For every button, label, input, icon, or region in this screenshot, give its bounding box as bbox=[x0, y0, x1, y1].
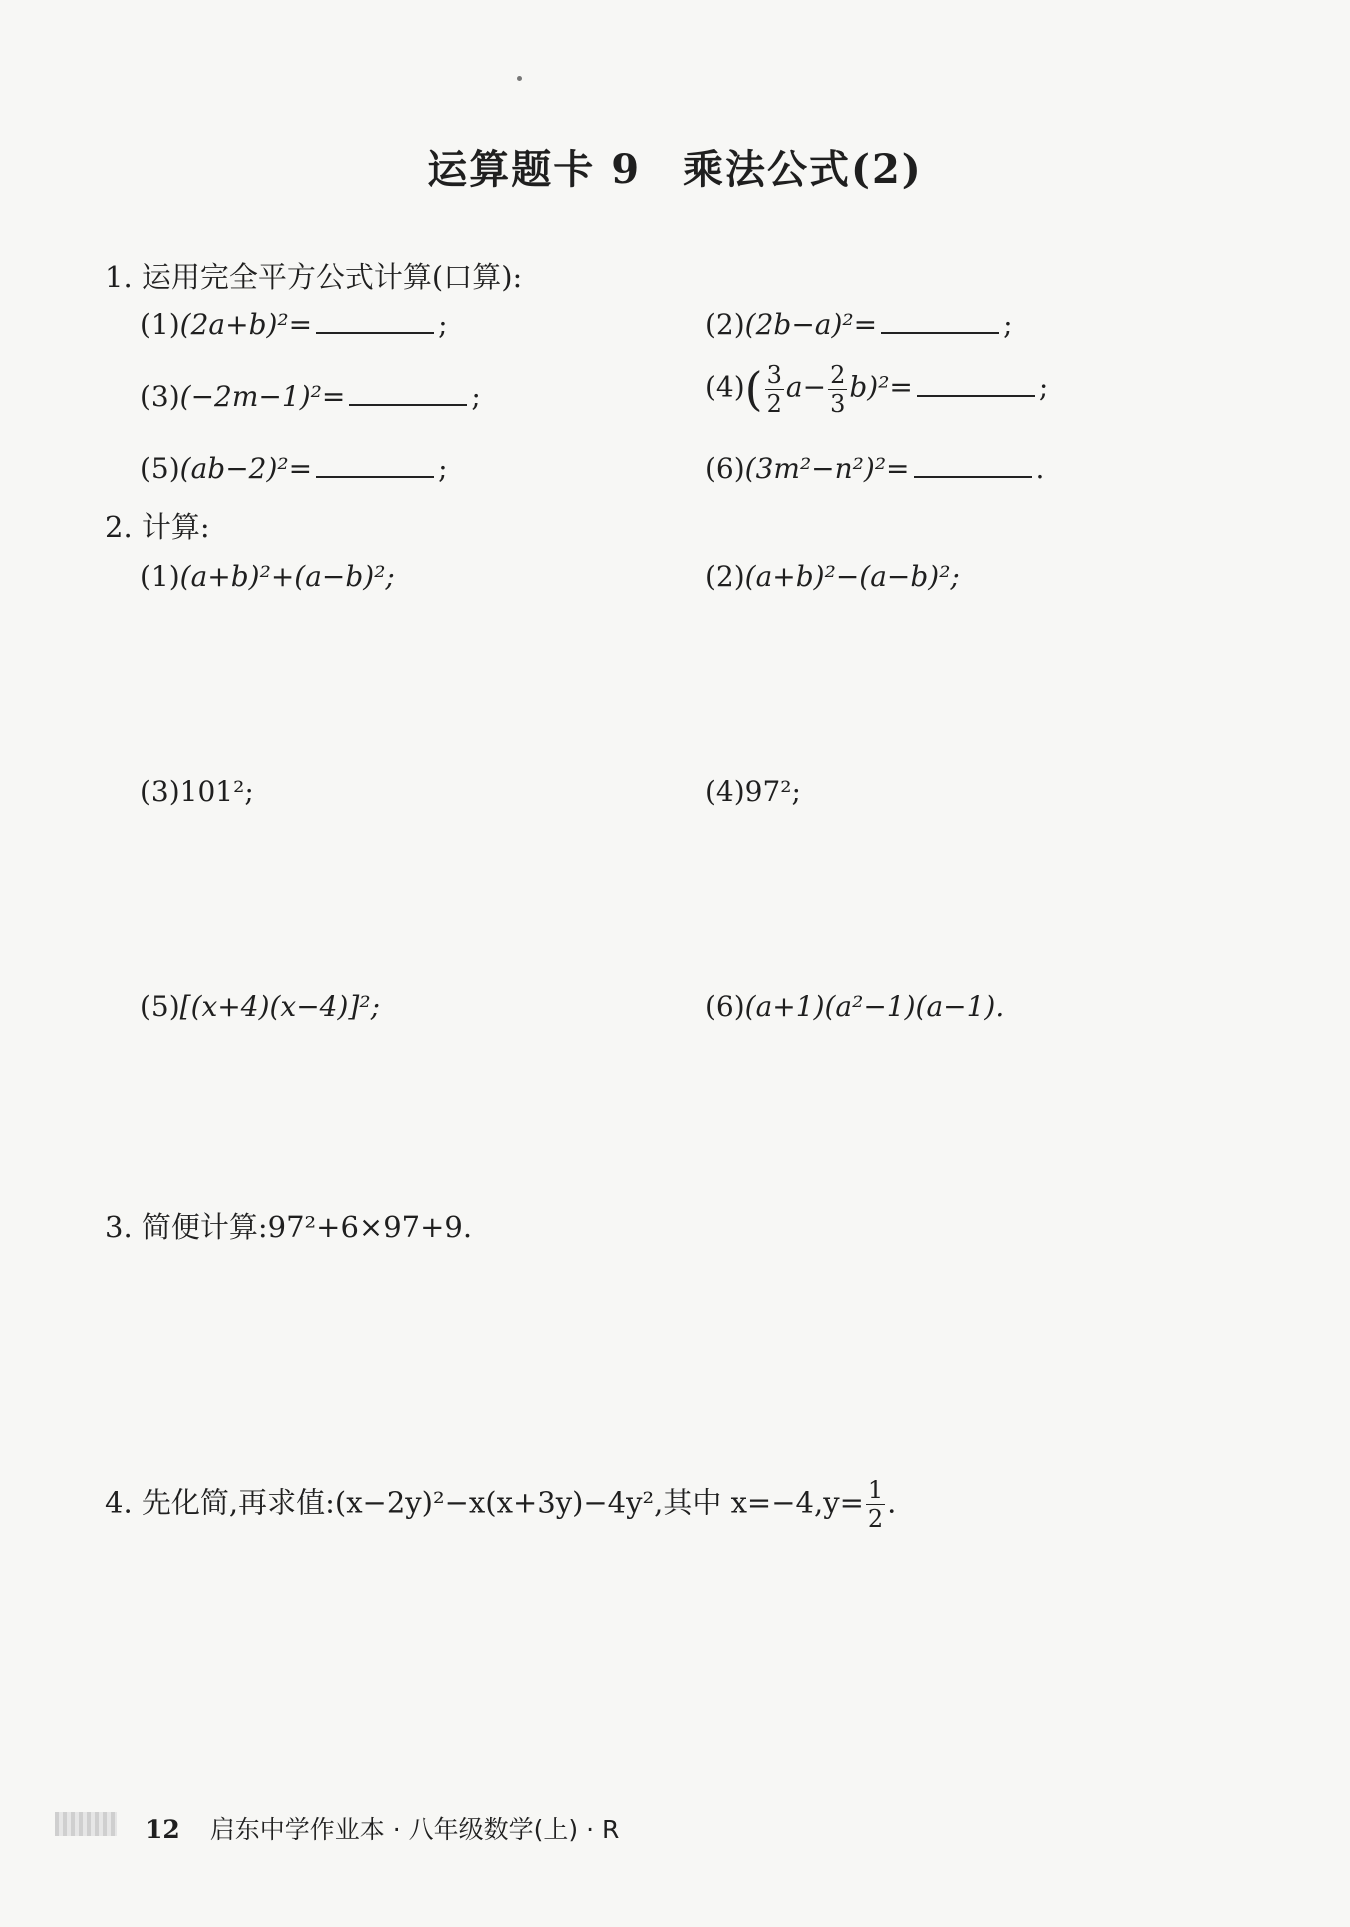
item-expression: a− bbox=[785, 370, 827, 404]
item-end: ; bbox=[438, 308, 448, 341]
item-expression: 101²; bbox=[179, 775, 254, 808]
item-number: (4) bbox=[705, 370, 745, 404]
q3-heading: 3. 简便计算:97²+6×97+9. bbox=[105, 1210, 473, 1244]
item-number: (3) bbox=[140, 775, 180, 808]
q2-heading: 2. 计算: bbox=[105, 510, 210, 544]
fraction: $\frac{2}{3}$ bbox=[830, 360, 846, 418]
item-expression: (a+b)²−(a−b)²; bbox=[744, 560, 960, 593]
item-end: ; bbox=[471, 380, 481, 413]
item-expression: [(x+4)(x−4)]²; bbox=[179, 990, 381, 1023]
item-expression: (ab−2)²= bbox=[179, 452, 313, 485]
q1-item-6 bbox=[705, 452, 1044, 485]
q2-item-1 bbox=[140, 560, 395, 593]
item-number: (3) bbox=[140, 380, 180, 413]
answer-blank[interactable] bbox=[881, 308, 999, 334]
item-number: (6) bbox=[705, 990, 745, 1023]
footer-barcode-strip bbox=[55, 1812, 117, 1836]
fraction: $\frac{1}{2}$ bbox=[867, 1476, 884, 1533]
item-expression: (−2m−1)²= bbox=[179, 380, 346, 413]
q4-text: 4. 先化简,再求值:(x−2y)²−x(x+3y)−4y²,其中 x=−4,y= bbox=[105, 1485, 864, 1520]
q2-item-5 bbox=[140, 990, 380, 1023]
q2-item-4 bbox=[705, 775, 801, 808]
fraction: $\frac{3}{2}$ bbox=[766, 360, 782, 418]
q1-heading: 1. 运用完全平方公式计算(口算): bbox=[105, 260, 523, 294]
item-number: (5) bbox=[140, 452, 180, 485]
item-expression: (2b−a)²= bbox=[744, 308, 878, 341]
answer-blank[interactable] bbox=[316, 452, 434, 478]
item-expression: (a+b)²+(a−b)²; bbox=[179, 560, 395, 593]
q1-item-2 bbox=[705, 308, 1013, 341]
q2-item-3 bbox=[140, 775, 254, 808]
item-expression: (2a+b)²= bbox=[179, 308, 313, 341]
q1-item-4 bbox=[705, 362, 1048, 416]
item-end: . bbox=[1035, 452, 1045, 485]
item-end: ; bbox=[1038, 370, 1049, 404]
footer-text: 启东中学作业本 · 八年级数学(上) · R bbox=[209, 1815, 620, 1844]
item-number: (2) bbox=[705, 560, 745, 593]
item-end: ; bbox=[438, 452, 448, 485]
q1-item-5 bbox=[140, 452, 448, 485]
q2-item-6 bbox=[705, 990, 1004, 1023]
answer-blank[interactable] bbox=[316, 308, 434, 334]
item-expression: (3m²−n²)²= bbox=[744, 452, 910, 485]
item-number: (1) bbox=[140, 308, 180, 341]
page-number: 12 bbox=[145, 1815, 180, 1844]
open-paren: ( bbox=[744, 362, 763, 416]
answer-blank[interactable] bbox=[917, 371, 1035, 397]
page-footer bbox=[145, 1810, 619, 1846]
answer-blank[interactable] bbox=[349, 380, 467, 406]
answer-blank[interactable] bbox=[914, 452, 1032, 478]
item-expression: (a+1)(a²−1)(a−1). bbox=[744, 990, 1005, 1023]
q4-heading bbox=[105, 1478, 896, 1531]
item-number: (5) bbox=[140, 990, 180, 1023]
item-end: ; bbox=[1003, 308, 1013, 341]
q1-item-1 bbox=[140, 308, 448, 341]
item-number: (1) bbox=[140, 560, 180, 593]
page-title: 运算题卡 9 乘法公式(2) bbox=[427, 146, 923, 193]
q1-item-3 bbox=[140, 380, 481, 413]
item-expression: b)²= bbox=[849, 370, 913, 404]
item-expression: 97²; bbox=[744, 775, 801, 808]
item-number: (2) bbox=[705, 308, 745, 341]
item-number: (4) bbox=[705, 775, 745, 808]
item-number: (6) bbox=[705, 452, 745, 485]
scan-speck bbox=[517, 76, 522, 81]
q2-item-2 bbox=[705, 560, 960, 593]
q4-end: . bbox=[887, 1485, 897, 1520]
